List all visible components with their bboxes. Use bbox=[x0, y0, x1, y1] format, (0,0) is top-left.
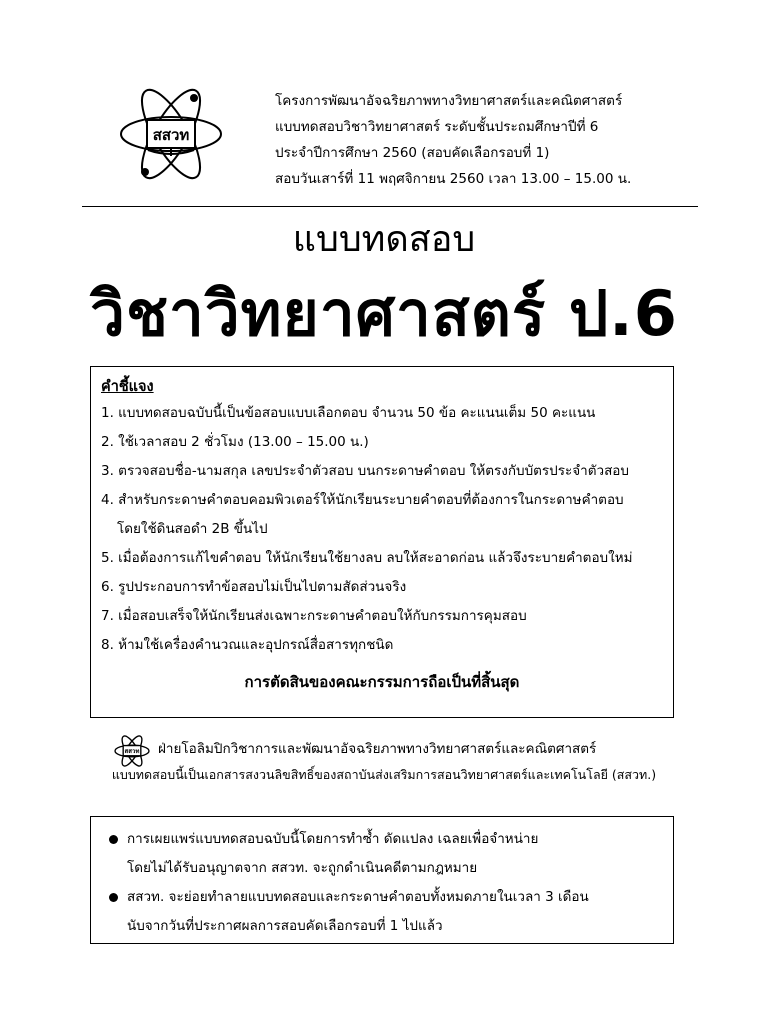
instruction-4-continuation: โดยใช้ดินสอดำ 2B ขึ้นไป bbox=[117, 521, 268, 537]
instruction-item: 3. ตรวจสอบชื่อ-นามสกุล เลขประจำตัวสอบ บนกระดาษคำตอบ ให้ตรงกับบัตรประจำตัวสอบ bbox=[101, 463, 629, 479]
header-line-date: สอบวันเสาร์ที่ 11 พฤศจิกายน 2560 เวลา 13.00 – 15.00 น. bbox=[275, 171, 632, 187]
instructions-heading: คำชี้แจง bbox=[101, 379, 154, 395]
copyright-notice: แบบทดสอบนี้เป็นเอกสารสงวนลิขสิทธิ์ของสถาบันส่งเสริมการสอนวิทยาศาสตร์และเทคโนโลยี (สสวท.) bbox=[111, 767, 657, 782]
instruction-item: 1. แบบทดสอบฉบับนี้เป็นข้อสอบแบบเลือกตอบ จำนวน 50 ข้อ คะแนนเต็ม 50 คะแนน bbox=[101, 405, 596, 421]
notice-line: สสวท. จะย่อยทำลายแบบทดสอบและกระดาษคำตอบทั้งหมดภายในเวลา 3 เดือน bbox=[127, 889, 589, 905]
small-logo-text: สสวท bbox=[124, 748, 140, 756]
notice-line: การเผยแพร่แบบทดสอบฉบับนี้โดยการทำซ้ำ ดัดแปลง เฉลยเพื่อจำหน่าย bbox=[127, 831, 539, 847]
notice-box bbox=[90, 816, 674, 944]
instruction-item: 5. เมื่อต้องการแก้ไขคำตอบ ให้นักเรียนใช้ยางลบ ลบให้สะอาดก่อน แล้วจึงระบายคำตอบใหม่ bbox=[101, 550, 633, 566]
header-divider bbox=[82, 206, 698, 207]
instruction-item: 4. สำหรับกระดาษคำตอบคอมพิวเตอร์ให้นักเรียนระบายคำตอบที่ต้องการในกระดาษคำตอบ bbox=[101, 492, 624, 508]
atom-book-logo-icon bbox=[114, 734, 150, 768]
instruction-item: 8. ห้ามใช้เครื่องคำนวณและอุปกรณ์สื่อสารทุกชนิด bbox=[101, 637, 394, 653]
instruction-item: 2. ใช้เวลาสอบ 2 ชั่วโมง (13.00 – 15.00 น.) bbox=[101, 434, 369, 450]
subject-title: วิชาวิทยาศาสตร์ ป.6 bbox=[90, 277, 678, 350]
logo-text: สสวท bbox=[152, 126, 190, 144]
bullet-dot-icon bbox=[109, 893, 118, 902]
notice-item bbox=[105, 883, 663, 941]
instructions-box bbox=[90, 366, 674, 718]
notice-line: โดยไม่ได้รับอนุญาตจาก สสวท. จะถูกดำเนินคดีตามกฎหมาย bbox=[127, 860, 478, 876]
instructions-footer: การตัดสินของคณะกรรมการถือเป็นที่สิ้นสุด bbox=[244, 673, 520, 691]
notice-item bbox=[105, 825, 663, 883]
header-line-subject: แบบทดสอบวิชาวิทยาศาสตร์ ระดับชั้นประถมศึกษาปีที่ 6 bbox=[275, 119, 599, 135]
department-name: ฝ่ายโอลิมปิกวิชาการและพัฒนาอัจฉริยภาพทางวิทยาศาสตร์และคณิตศาสตร์ bbox=[158, 741, 597, 757]
ipst-logo bbox=[118, 84, 224, 184]
department-line bbox=[92, 734, 692, 768]
header-line-project: โครงการพัฒนาอัจฉริยภาพทางวิทยาศาสตร์และคณิตศาสตร์ bbox=[275, 93, 623, 109]
header-line-year: ประจำปีการศึกษา 2560 (สอบคัดเลือกรอบที่ 1) bbox=[275, 145, 550, 161]
page-title: แบบทดสอบ bbox=[292, 219, 476, 260]
bullet-dot-icon bbox=[109, 835, 118, 844]
atom-book-logo-icon bbox=[118, 84, 224, 184]
instruction-item-continuation bbox=[101, 515, 663, 544]
header-info bbox=[275, 88, 715, 192]
instruction-item: 7. เมื่อสอบเสร็จให้นักเรียนส่งเฉพาะกระดาษคำตอบให้กับกรรมการคุมสอบ bbox=[101, 608, 527, 624]
notice-line: นับจากวันที่ประกาศผลการสอบคัดเลือกรอบที่ 1 ไปแล้ว bbox=[127, 918, 443, 934]
instruction-item: 6. รูปประกอบการทำข้อสอบไม่เป็นไปตามสัดส่วนจริง bbox=[101, 579, 407, 595]
